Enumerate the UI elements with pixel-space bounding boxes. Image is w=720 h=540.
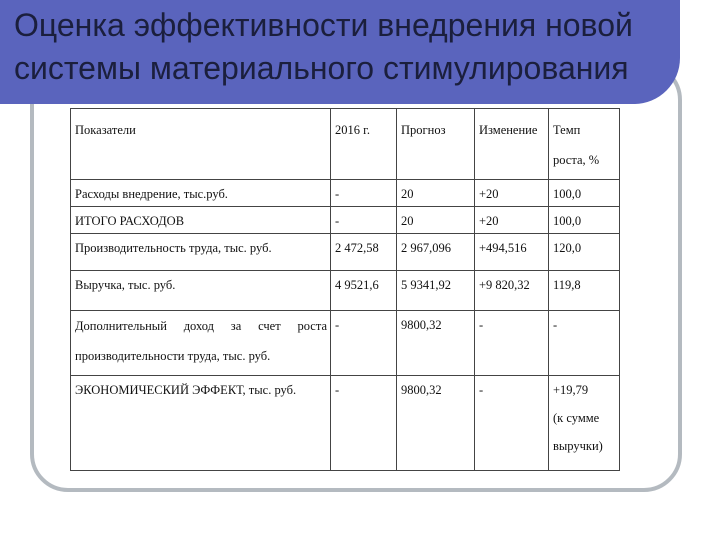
row-indicator: Производительность труда, тыс. руб. <box>71 234 331 271</box>
slide-title <box>14 4 674 90</box>
row-change: - <box>475 311 549 376</box>
title-band <box>0 0 680 104</box>
row-forecast: 20 <box>397 180 475 207</box>
row-indicator: Выручка, тыс. руб. <box>71 271 331 311</box>
row-year: 4 9521,6 <box>331 271 397 311</box>
header-indicator: Показатели <box>71 109 331 180</box>
row-rate: - <box>549 311 620 376</box>
row-indicator: ЭКОНОМИЧЕСКИЙ ЭФФЕКТ, тыс. руб. <box>71 376 331 471</box>
row-rate: 119,8 <box>549 271 620 311</box>
row-indicator: Расходы внедрение, тыс.руб. <box>71 180 331 207</box>
row-year: - <box>331 207 397 234</box>
header-year: 2016 г. <box>331 109 397 180</box>
table-row <box>71 271 620 311</box>
row-change: +494,516 <box>475 234 549 271</box>
row-rate: 100,0 <box>549 207 620 234</box>
row-change: +20 <box>475 180 549 207</box>
header-rate-line-1: Темп <box>553 123 581 137</box>
table-row <box>71 311 620 376</box>
slide-title-line-1: Оценка эффективности внедрения новой <box>14 7 633 43</box>
row-forecast: 9800,32 <box>397 311 475 376</box>
table-row <box>71 376 620 471</box>
row-forecast: 20 <box>397 207 475 234</box>
row-forecast: 5 9341,92 <box>397 271 475 311</box>
slide-title-line-2: системы материального стимулирования <box>14 50 629 86</box>
row-change: +20 <box>475 207 549 234</box>
row-rate: 100,0 <box>549 180 620 207</box>
header-forecast: Прогноз <box>397 109 475 180</box>
row-rate-line-2: (к сумме <box>553 411 600 425</box>
table-header-row <box>71 109 620 180</box>
table-row <box>71 234 620 271</box>
row-rate <box>549 376 620 471</box>
row-rate-line-3: выручки) <box>553 439 603 453</box>
table-row <box>71 207 620 234</box>
row-year: 2 472,58 <box>331 234 397 271</box>
efficiency-table <box>70 108 620 471</box>
header-change: Изменение <box>475 109 549 180</box>
row-rate: 120,0 <box>549 234 620 271</box>
header-rate-line-2: роста, % <box>553 153 600 167</box>
row-year: - <box>331 311 397 376</box>
row-forecast: 9800,32 <box>397 376 475 471</box>
header-rate <box>549 109 620 180</box>
row-forecast: 2 967,096 <box>397 234 475 271</box>
row-year: - <box>331 180 397 207</box>
table-row <box>71 180 620 207</box>
row-year: - <box>331 376 397 471</box>
row-change: - <box>475 376 549 471</box>
row-change: +9 820,32 <box>475 271 549 311</box>
row-rate-line-1: +19,79 <box>553 383 589 397</box>
row-indicator: ИТОГО РАСХОДОВ <box>71 207 331 234</box>
row-indicator: Дополнительный доход за счет роста производительности труда, тыс. руб. <box>71 311 331 376</box>
